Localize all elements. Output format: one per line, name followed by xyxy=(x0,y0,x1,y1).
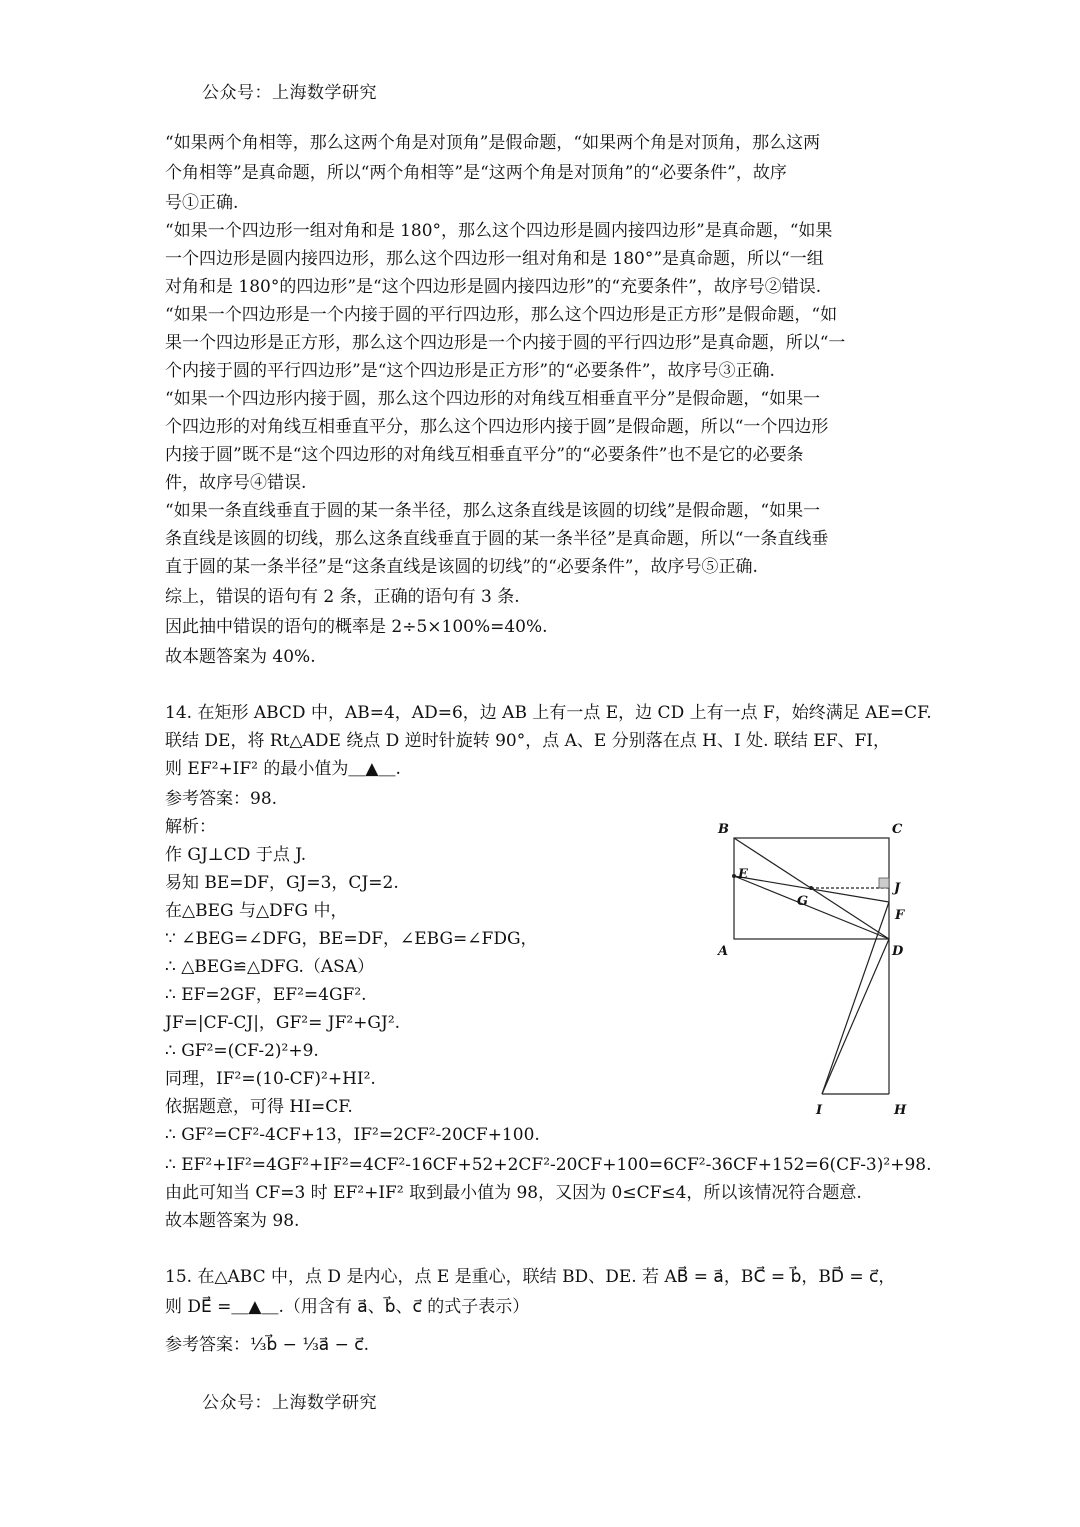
text-line: 一个四边形是圆内接四边形，那么这个四边形一组对角和是 180°”是真命题，所以“一组 xyxy=(165,249,824,269)
text-line: “如果一个四边形一组对角和是 180°，那么这个四边形是圆内接四边形”是真命题，“如果 xyxy=(165,221,833,241)
text-line: 因此抽中错误的语句的概率是 2÷5×100%=40%. xyxy=(165,617,548,637)
q14-line: 参考答案：98. xyxy=(165,789,278,809)
q14-line: ∴ EF²+IF²=4GF²+IF²=4CF²-16CF+52+2CF²-20CF+100=6CF²-36CF+152=6(CF-3)²+98. xyxy=(165,1155,932,1175)
text-line: 个四边形的对角线互相垂直平分，那么这个四边形内接于圆”是假命题，所以“一个四边形 xyxy=(165,417,829,437)
text-line: 条直线是该圆的切线，那么这条直线垂直于圆的某一条半径”是真命题，所以“一条直线垂 xyxy=(165,529,829,549)
q15-line: 则 DE⃗ =＿▲＿.（用含有 a⃗、b⃗、c⃗ 的式子表示） xyxy=(165,1297,530,1317)
text-line: “如果一条直线垂直于圆的某一条半径，那么这条直线是该圆的切线”是假命题，“如果一 xyxy=(165,501,821,521)
text-line: “如果两个角相等，那么这两个角是对顶角”是假命题，“如果两个角是对顶角，那么这两 xyxy=(165,133,821,153)
q15-line: 15. 在△ABC 中，点 D 是内心，点 E 是重心，联结 BD、DE. 若 AB⃗ = a⃗，BC⃗ = b⃗，BD⃗ = c⃗， xyxy=(165,1267,896,1287)
label-a: A xyxy=(718,944,729,959)
page-footer: 公众号：上海数学研究 xyxy=(202,1393,377,1413)
line-ed xyxy=(734,876,889,939)
text-line: 果一个四边形是正方形，那么这个四边形是一个内接于圆的平行四边形”是真命题，所以“一 xyxy=(165,333,846,353)
q14-line: JF=|CF-CJ|，GF²= JF²+GJ². xyxy=(165,1013,401,1033)
label-b: B xyxy=(718,822,729,837)
q14-line: 由此可知当 CF=3 时 EF²+IF² 取到最小值为 98，又因为 0≤CF≤4，所以该情况符合题意. xyxy=(165,1183,862,1203)
q15-line: 参考答案：⅓b⃗ − ⅓a⃗ − c⃗. xyxy=(165,1335,370,1355)
text-line: 直于圆的某一条半径”是“这条直线是该圆的切线”的“必要条件”，故序号⑤正确. xyxy=(165,557,758,577)
text-line: “如果一个四边形内接于圆，那么这个四边形的对角线互相垂直平分”是假命题，“如果一 xyxy=(165,389,821,409)
geometry-figure xyxy=(712,818,912,1123)
point-g xyxy=(809,886,813,890)
q14-line: 易知 BE=DF，GJ=3，CJ=2. xyxy=(165,873,399,893)
q14-line: ∵ ∠BEG=∠DFG，BE=DF，∠EBG=∠FDG， xyxy=(165,929,538,949)
line-if xyxy=(822,902,889,1094)
text-line: 个内接于圆的平行四边形”是“这个四边形是正方形”的“必要条件”，故序号③正确. xyxy=(165,361,775,381)
q14-line: 依据题意，可得 HI=CF. xyxy=(165,1097,353,1117)
page-header: 公众号：上海数学研究 xyxy=(202,83,377,103)
label-c: C xyxy=(892,822,903,837)
q14-line: ∴ GF²=CF²-4CF+13，IF²=2CF²-20CF+100. xyxy=(165,1125,540,1145)
label-e: E xyxy=(738,867,748,882)
text-line: 对角和是 180°的四边形”是“这个四边形是圆内接四边形”的“充要条件”，故序号②错误. xyxy=(165,277,822,297)
text-line: 综上，错误的语句有 2 条，正确的语句有 3 条. xyxy=(165,587,520,607)
q14-line: ∴ △BEG≌△DFG.（ASA） xyxy=(165,957,375,977)
q14-line: 联结 DE，将 Rt△ADE 绕点 D 逆时针旋转 90°，点 A、E 分别落在点 H、I 处. 联结 EF、FI， xyxy=(165,731,891,751)
text-line: 故本题答案为 40%. xyxy=(165,647,316,667)
q14-line: 解析： xyxy=(165,817,216,837)
label-h: H xyxy=(894,1103,907,1118)
label-f: F xyxy=(895,908,905,923)
right-angle-mark xyxy=(879,878,889,888)
text-line: 个角相等”是真命题，所以“两个角相等”是“这两个角是对顶角”的“必要条件”，故序 xyxy=(165,163,787,183)
point-e xyxy=(732,874,736,878)
q14-line: 14. 在矩形 ABCD 中，AB=4，AD=6，边 AB 上有一点 E，边 CD 上有一点 F，始终满足 AE=CF. xyxy=(165,703,932,723)
label-i: I xyxy=(816,1103,823,1118)
text-line: 号①正确. xyxy=(165,193,239,213)
text-line: “如果一个四边形是一个内接于圆的平行四边形，那么这个四边形是正方形”是假命题，“如 xyxy=(165,305,838,325)
text-line: 内接于圆”既不是“这个四边形的对角线互相垂直平分”的“必要条件”也不是它的必要条 xyxy=(165,445,804,465)
q14-line: 故本题答案为 98. xyxy=(165,1211,300,1231)
text-line: 件，故序号④错误. xyxy=(165,473,307,493)
line-id xyxy=(822,939,889,1094)
q14-line: ∴ GF²=(CF-2)²+9. xyxy=(165,1041,319,1061)
q14-line: ∴ EF=2GF，EF²=4GF². xyxy=(165,985,367,1005)
label-g: G xyxy=(797,894,809,909)
q14-line: 则 EF²+IF² 的最小值为＿▲＿. xyxy=(165,759,401,779)
q14-line: 作 GJ⊥CD 于点 J. xyxy=(165,845,307,865)
label-d: D xyxy=(892,944,904,959)
q14-line: 在△BEG 与△DFG 中， xyxy=(165,901,348,921)
q14-line: 同理，IF²=(10-CF)²+HI². xyxy=(165,1069,376,1089)
label-j: J xyxy=(894,881,901,896)
